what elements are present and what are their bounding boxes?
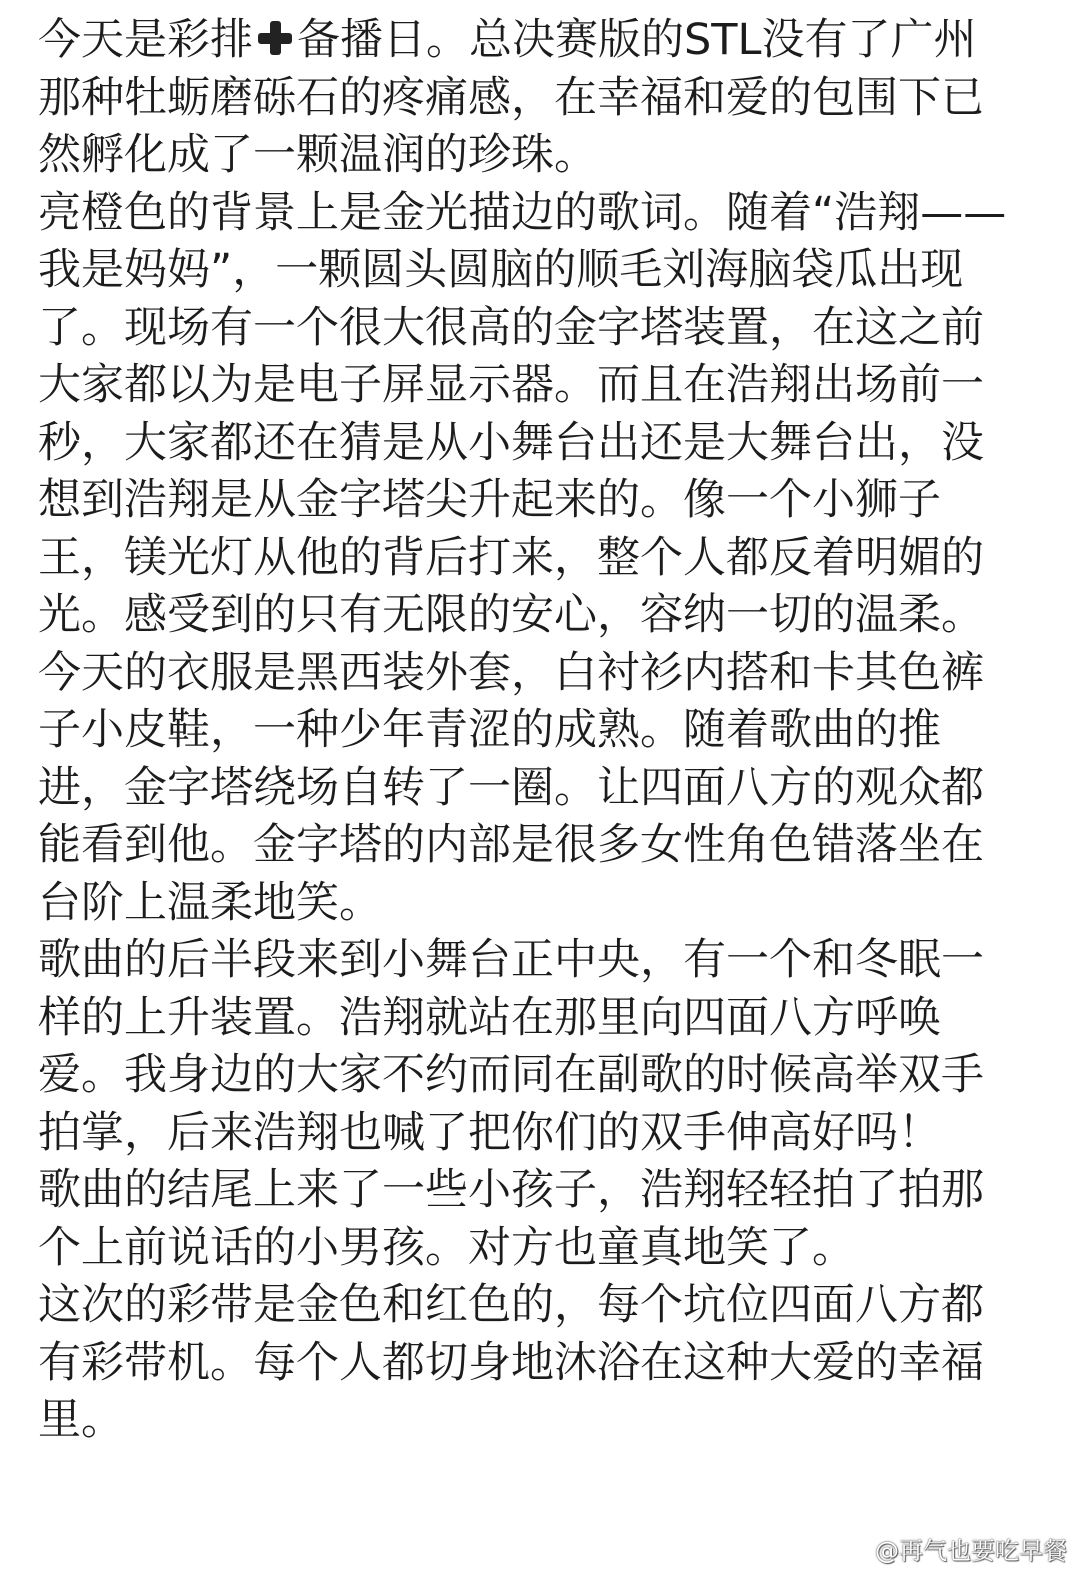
heavy-plus-icon	[255, 18, 295, 58]
text-line	[38, 645, 1048, 703]
text-line-segment: 王，镁光灯从他的背后打来，整个人都反着明媚的	[38, 532, 984, 583]
text-line	[38, 242, 1048, 300]
text-line	[38, 587, 1048, 645]
text-line-segment: 那种牡蛎磨砾石的疼痛感，在幸福和爱的包围下已	[38, 72, 984, 123]
text-line-segment: 里。	[38, 1395, 124, 1445]
text-line-segment: 爱。我身边的大家不约而同在副歌的时候高举双手	[38, 1050, 984, 1100]
text-line	[38, 357, 1048, 415]
text-line	[38, 990, 1048, 1048]
text-line	[38, 1220, 1048, 1278]
watermark	[835, 1531, 1067, 1565]
text-line-segment: 这次的彩带是金色和红色的，每个坑位四面八方都	[38, 1280, 984, 1330]
text-line	[38, 932, 1048, 990]
text-line	[38, 415, 1048, 473]
text-line	[38, 1105, 1048, 1163]
text-line	[38, 70, 1048, 128]
text-line-segment: 样的上升装置。浩翔就站在那里向四面八方呼唤	[38, 992, 941, 1043]
text-line-segment: 子小皮鞋，一种少年青涩的成熟。随着歌曲的推	[38, 705, 941, 755]
text-line	[38, 875, 1048, 933]
text-line-segment: 想到浩翔是从金字塔尖升起来的。像一个小狮子	[38, 475, 941, 525]
text-line-segment: 歌曲的后半段来到小舞台正中央，有一个和冬眠一	[38, 935, 984, 985]
text-line-segment: 备播日。总决赛版的STL没有了广州	[297, 15, 977, 65]
watermark-username: @再气也要吃早餐	[875, 1536, 1067, 1565]
text-line	[38, 702, 1048, 760]
text-line	[38, 185, 1048, 243]
text-line	[38, 472, 1048, 530]
text-line-segment: 歌曲的结尾上来了一些小孩子，浩翔轻轻拍了拍那	[38, 1165, 984, 1215]
text-line	[38, 1335, 1048, 1393]
text-line-segment: 然孵化成了一颗温润的珍珠。	[38, 130, 597, 180]
text-line	[38, 12, 1048, 70]
text-line-segment: 能看到他。金字塔的内部是很多女性角色错落坐在	[38, 820, 984, 870]
text-line	[38, 817, 1048, 875]
text-line-segment: 亮橙色的背景上是金光描边的歌词。随着“浩翔——	[38, 187, 1007, 238]
text-line-segment: 有彩带机。每个人都切身地沐浴在这种大爱的幸福	[38, 1337, 984, 1388]
text-line	[38, 1047, 1048, 1105]
weibo-logo-icon	[835, 1534, 869, 1562]
text-line	[38, 530, 1048, 588]
text-line-segment: 个上前说话的小男孩。对方也童真地笑了。	[38, 1222, 855, 1273]
text-line-segment: 台阶上温柔地笑。	[38, 877, 382, 928]
text-line	[38, 127, 1048, 185]
text-line-segment: 了。现场有一个很大很高的金字塔装置，在这之前	[38, 302, 984, 353]
text-line	[38, 760, 1048, 818]
text-line	[38, 1277, 1048, 1335]
text-line	[38, 1162, 1048, 1220]
text-line-segment: 今天的衣服是黑西装外套，白衬衫内搭和卡其色裤	[38, 647, 984, 698]
text-line-segment: 秒，大家都还在猜是从小舞台出还是大舞台出，没	[38, 417, 984, 468]
text-line-segment: 拍掌，后来浩翔也喊了把你们的双手伸高好吗！	[38, 1107, 941, 1158]
post-body	[38, 12, 1048, 1450]
text-line-segment: 今天是彩排	[38, 15, 253, 65]
text-line-segment: 我是妈妈”，一颗圆头圆脑的顺毛刘海脑袋瓜出现	[38, 245, 964, 295]
text-line-segment: 光。感受到的只有无限的安心，容纳一切的温柔。	[38, 590, 984, 640]
text-line-segment: 进，金字塔绕场自转了一圈。让四面八方的观众都	[38, 762, 984, 813]
text-line	[38, 300, 1048, 358]
text-line	[38, 1392, 1048, 1450]
text-line-segment: 大家都以为是电子屏显示器。而且在浩翔出场前一	[38, 360, 984, 410]
